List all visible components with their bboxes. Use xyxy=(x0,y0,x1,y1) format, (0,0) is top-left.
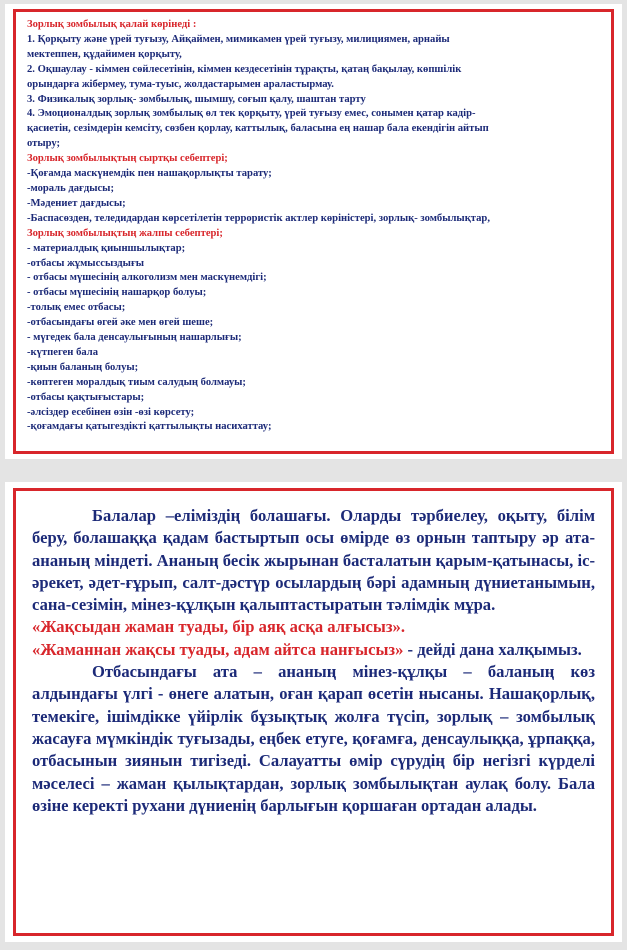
list-item: - мүгедек бала денсаулығының нашарлығы; xyxy=(27,332,242,344)
paragraph-children-future: Балалар –еліміздің болашағы. Оларды тәрбиелеу, оқыту, білім беру, болашаққа қадам бастыртып осы өмірде өз орнын таптыру әр ата-ананың міндеті. Ананың бесік жырынан басталатын қарым-қатынасы, іс-әрекет, әдет-ғұрып, салт-дәстүр осылардың бәрі адамның дүниетанымын, сана-сезімін, мінез-құлқын қалыптастыратын тәлімдік мұра. xyxy=(32,506,595,615)
proverb-quote-1: «Жақсыдан жаман туады, бір аяқ асқа алғысыз». xyxy=(32,617,405,637)
slide-children-future xyxy=(5,482,622,942)
list-item: 2. Оқшаулау - кіммен сөйлесетінін, кіммен кездесетінін тұрақты, қатаң бақылау, көпшілік xyxy=(27,63,462,75)
list-item: қасиетін, сезімдерін кемсіту, сөзбен қорлау, каттылық, баласына ең нашар бала екендігін айтып xyxy=(27,123,489,135)
list-item: -Мәдениет дағдысы; xyxy=(27,197,126,209)
slide-forms-of-violence xyxy=(5,4,622,459)
list-item: -отбасындағы өгей әке мен өгей шеше; xyxy=(27,317,214,329)
list-item: -толық емес отбасы; xyxy=(27,302,126,314)
list-item: мектеппен, құдайимен қорқыту, xyxy=(27,48,182,60)
children-text-block xyxy=(32,505,595,817)
slide-frame xyxy=(13,9,614,454)
list-item: 3. Физикалық зорлық- зомбылық, шымшу, соғып қалу, шаштан тарту xyxy=(27,93,366,105)
section-heading: Зорлық зомбылықтың жалпы себептері; xyxy=(27,227,223,239)
list-item: -отбасы жұмыссыздығы xyxy=(27,257,145,269)
violence-text-block xyxy=(27,18,603,435)
list-item: -отбасы қақтығыстары; xyxy=(27,391,145,403)
list-item: 4. Эмоционалдық зорлық зомбылық өл тек қорқыту, үрей туғызу емес, сонымен қатар кадір- xyxy=(27,108,476,120)
paragraph-family-example: Отбасындағы ата – ананың мінез-құлқы – баланың көз алдындағы үлгі - өнеге алатын, оған қарап өсетін нысаны. Нашақорлық, темекіге, ішімдікке үйірлік бұзықтық жолға түсіп, зорлық – зомбылық жасауға мүмкіндік туғызады, еңбек етуге, қоғамға, денсаулыққа, ұрпаққа, отбасынын зиянын тигізеді. Салауатты өмір сүрудің бір негізгі күрделі мәселесі – жаман қылықтардан, зорлық зомбылықтан аулақ болу. Бала өзіне керекті рухани дүниенің барлығын қоршаған ортадан алады. xyxy=(32,662,595,815)
list-item: - отбасы мүшесінің алкоголизм мен маскүнемдігі; xyxy=(27,272,267,284)
list-item: -Баспасөзден, теледидардан көрсетілетін террористік актлер көріністері, зорлық- зомбылықтар, xyxy=(27,212,490,224)
section-heading: Зорлық зомбылық қалай көрінеді : xyxy=(27,19,197,30)
proverb-quote-2: «Жаманнан жақсы туады, адам айтса нанғысыз» xyxy=(32,639,404,659)
list-item: -көптеген моралдық тиым салудың болмауы; xyxy=(27,376,246,388)
list-item: -күтпеген бала xyxy=(27,346,98,358)
list-item: отыру; xyxy=(27,138,61,150)
list-item: -қиын баланың болуы; xyxy=(27,361,139,373)
list-item: -қоғамдағы қатыгездікті қаттылықты насихаттау; xyxy=(27,421,272,433)
list-item: -мораль дағдысы; xyxy=(27,182,114,194)
slide-frame xyxy=(13,488,614,936)
proverb-line-2 xyxy=(32,639,595,661)
list-item: орындарға жібермеу, тума-туыс, жолдастарымен араластырмау. xyxy=(27,78,334,90)
list-item: -Қоғамда маскүнемдік пен нашақорлықты тарату; xyxy=(27,168,272,180)
proverb-attribution: - дейді дана халқымыз. xyxy=(403,639,582,659)
section-heading: Зорлық зомбылықтың сыртқы себептері; xyxy=(27,153,228,165)
list-item: -әлсіздер есебінен өзін -өзі көрсету; xyxy=(27,406,195,418)
list-item: 1. Қорқыту және үрей туғызу, Айқаймен, мимикамен үрей туғызу, милициямен, арнайы xyxy=(27,33,450,45)
list-item: - материалдық қиыншылықтар; xyxy=(27,242,186,254)
proverb-line-1 xyxy=(32,616,595,638)
list-item: - отбасы мүшесінің нашарқор болуы; xyxy=(27,287,207,299)
